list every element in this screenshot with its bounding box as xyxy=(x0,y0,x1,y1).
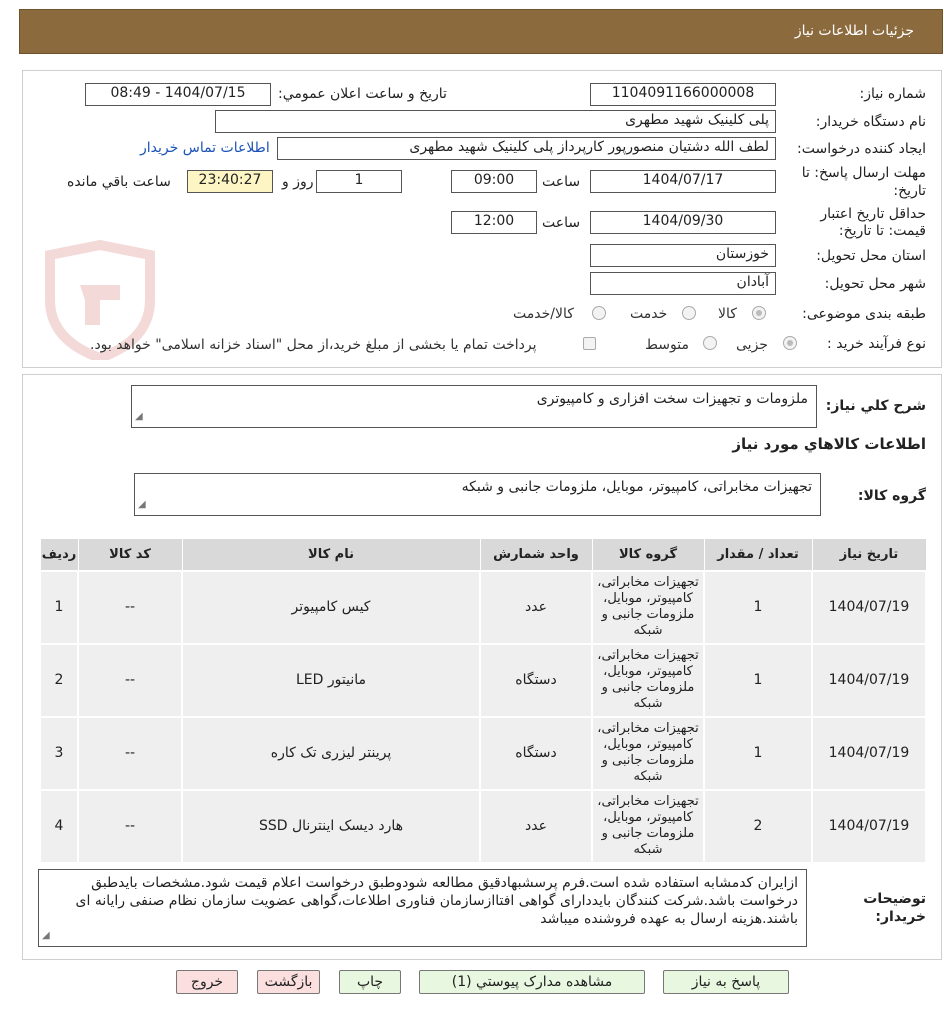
validity-date-field: 1404/09/30 xyxy=(590,211,776,234)
cell-quantity: 2 xyxy=(704,790,812,863)
category-both-label: کالا/خدمت xyxy=(513,306,574,322)
cell-goods-group: تجهیزات مخابراتی، کامپیوتر، موبایل، ملزومات جانبی و شبکه xyxy=(592,644,704,717)
col-row-number: رديف xyxy=(40,539,78,571)
treasury-payment-note: پرداخت تمام يا بخشی از مبلغ خريد،از محل "اسناد خزانه اسلامی" خواهد بود. xyxy=(90,337,537,353)
treasury-payment-checkbox[interactable] xyxy=(583,337,596,350)
cell-unit: عدد xyxy=(480,790,592,863)
cell-goods-name: هارد دیسک اینترنال SSD xyxy=(182,790,480,863)
resize-grip-icon[interactable]: ◢ xyxy=(135,411,143,422)
print-button[interactable]: چاپ xyxy=(339,970,401,994)
cell-row-number: 3 xyxy=(40,717,78,790)
table-row xyxy=(40,644,926,717)
goods-info-title: اطلاعات کالاهاي مورد نياز xyxy=(732,435,926,453)
validity-time-label: ساعت xyxy=(542,215,581,231)
table-row xyxy=(40,790,926,863)
cell-goods-group: تجهیزات مخابراتی، کامپیوتر، موبایل، ملزومات جانبی و شبکه xyxy=(592,717,704,790)
category-label: طبقه بندی موضوعی: xyxy=(802,306,926,322)
process-medium-label: متوسط xyxy=(645,337,689,353)
announce-date-field: 1404/07/15 - 08:49 xyxy=(85,83,271,106)
cell-goods-code: -- xyxy=(78,790,182,863)
col-need-date: تاریخ نیاز xyxy=(812,539,926,571)
cell-goods-group: تجهیزات مخابراتی، کامپیوتر، موبایل، ملزومات جانبی و شبکه xyxy=(592,790,704,863)
process-minor-radio[interactable] xyxy=(783,336,797,350)
deadline-date-field: 1404/07/17 xyxy=(590,170,776,193)
view-attachments-button[interactable]: مشاهده مدارک پيوستي (1) xyxy=(419,970,645,994)
table-row xyxy=(40,717,926,790)
city-field: آبادان xyxy=(590,272,776,295)
back-button[interactable]: بازگشت xyxy=(257,970,320,994)
time-remaining-field: 23:40:27 xyxy=(187,170,273,193)
summary-textarea[interactable] xyxy=(131,385,817,428)
validity-label-2: قيمت: تا تاريخ: xyxy=(838,223,926,239)
cell-need-date: 1404/07/19 xyxy=(812,790,926,863)
process-type-label: نوع فرآیند خرید : xyxy=(827,336,926,352)
cell-goods-code: -- xyxy=(78,571,182,644)
days-remaining-field: 1 xyxy=(316,170,402,193)
exit-button[interactable]: خروج xyxy=(176,970,238,994)
goods-group-textarea[interactable] xyxy=(134,473,821,516)
cell-need-date: 1404/07/19 xyxy=(812,717,926,790)
cell-goods-group: تجهیزات مخابراتی، کامپیوتر، موبایل، ملزومات جانبی و شبکه xyxy=(592,571,704,644)
resize-grip-icon[interactable]: ◢ xyxy=(42,930,50,941)
deadline-time-label: ساعت xyxy=(542,174,581,190)
deadline-label-2: تاريخ: xyxy=(893,183,926,199)
col-unit: واحد شمارش xyxy=(480,539,592,571)
col-goods-group: گروه کالا xyxy=(592,539,704,571)
cell-unit: عدد xyxy=(480,571,592,644)
validity-time-field: 12:00 xyxy=(451,211,537,234)
cell-quantity: 1 xyxy=(704,571,812,644)
need-number-label: شماره نیاز: xyxy=(859,86,926,102)
buyer-notes-label-2: خريدار: xyxy=(875,909,926,925)
cell-goods-code: -- xyxy=(78,717,182,790)
cell-goods-name: کیس کامپیوتر xyxy=(182,571,480,644)
summary-label: شرح کلي نياز: xyxy=(825,398,926,414)
cell-row-number: 4 xyxy=(40,790,78,863)
summary-text: ملزومات و تجهیزات سخت افزاری و کامپیوتری xyxy=(536,391,808,407)
goods-group-text: تجهیزات مخابراتی، کامپیوتر، موبایل، ملزومات جانبی و شبکه xyxy=(461,479,812,495)
cell-unit: دستگاه xyxy=(480,717,592,790)
category-both-radio[interactable] xyxy=(592,306,606,320)
buyer-name-label: نام دستگاه خريدار: xyxy=(815,114,926,130)
deadline-label: مهلت ارسال پاسخ: تا xyxy=(801,165,926,181)
page-header xyxy=(19,9,943,54)
province-label: استان محل تحويل: xyxy=(816,248,926,264)
category-goods-radio[interactable] xyxy=(752,306,766,320)
reply-button[interactable]: پاسخ به نياز xyxy=(663,970,789,994)
page-title: جزئیات اطلاعات نیاز xyxy=(794,23,914,39)
cell-quantity: 1 xyxy=(704,644,812,717)
category-goods-label: کالا xyxy=(718,306,737,322)
need-number-field: 1104091166000008 xyxy=(590,83,776,106)
table-row xyxy=(40,571,926,644)
cell-goods-name: مانیتور LED xyxy=(182,644,480,717)
col-quantity: تعداد / مقدار xyxy=(704,539,812,571)
category-service-radio[interactable] xyxy=(682,306,696,320)
cell-need-date: 1404/07/19 xyxy=(812,644,926,717)
cell-row-number: 1 xyxy=(40,571,78,644)
cell-goods-name: پرینتر لیزری تک کاره xyxy=(182,717,480,790)
cell-need-date: 1404/07/19 xyxy=(812,571,926,644)
cell-goods-code: -- xyxy=(78,644,182,717)
goods-group-label: گروه کالا: xyxy=(857,488,926,504)
col-goods-name: نام کالا xyxy=(182,539,480,571)
col-goods-code: کد کالا xyxy=(78,539,182,571)
goods-table xyxy=(39,538,927,864)
resize-grip-icon[interactable]: ◢ xyxy=(138,499,146,510)
buyer-contact-link[interactable]: اطلاعات تماس خريدار xyxy=(140,140,270,156)
buyer-notes-label: توضيحات xyxy=(863,891,926,907)
buyer-notes-textarea[interactable] xyxy=(38,869,807,947)
category-service-label: خدمت xyxy=(630,306,668,322)
time-remaining-label: ساعت باقي مانده xyxy=(67,174,171,190)
validity-label: حداقل تاريخ اعتبار xyxy=(820,206,926,222)
buyer-name-field: پلی کلینیک شهید مطهری xyxy=(215,110,776,133)
creator-field: لطف الله دشتیان منصورپور کارپرداز پلی کلینیک شهید مطهری xyxy=(277,137,776,160)
table-header-row xyxy=(40,539,926,571)
days-label: روز و xyxy=(282,174,314,190)
province-field: خوزستان xyxy=(590,244,776,267)
buyer-notes-text: ازایران کدمشابه استفاده شده است.فرم پرسشبهادقیق مطالعه شودوطبق درخواست اعلام قیمت شود.مشخصات بایدطبق درخواست باشد.شرکت کنندگان بایددارای گواهی افتاازسازمان فناوری اطلاعات،گواهی عضویت سازمان نظام صنفی رایانه ای باشند.هزینه ارسال به عهده فروشنده میباشد xyxy=(75,875,798,927)
cell-quantity: 1 xyxy=(704,717,812,790)
city-label: شهر محل تحويل: xyxy=(824,276,926,292)
process-minor-label: جزیی xyxy=(736,337,768,353)
creator-label: ايجاد کننده درخواست: xyxy=(797,141,926,157)
deadline-time-field: 09:00 xyxy=(451,170,537,193)
cell-row-number: 2 xyxy=(40,644,78,717)
cell-unit: دستگاه xyxy=(480,644,592,717)
announce-date-label: تاريخ و ساعت اعلان عمومي: xyxy=(278,86,447,102)
process-medium-radio[interactable] xyxy=(703,336,717,350)
